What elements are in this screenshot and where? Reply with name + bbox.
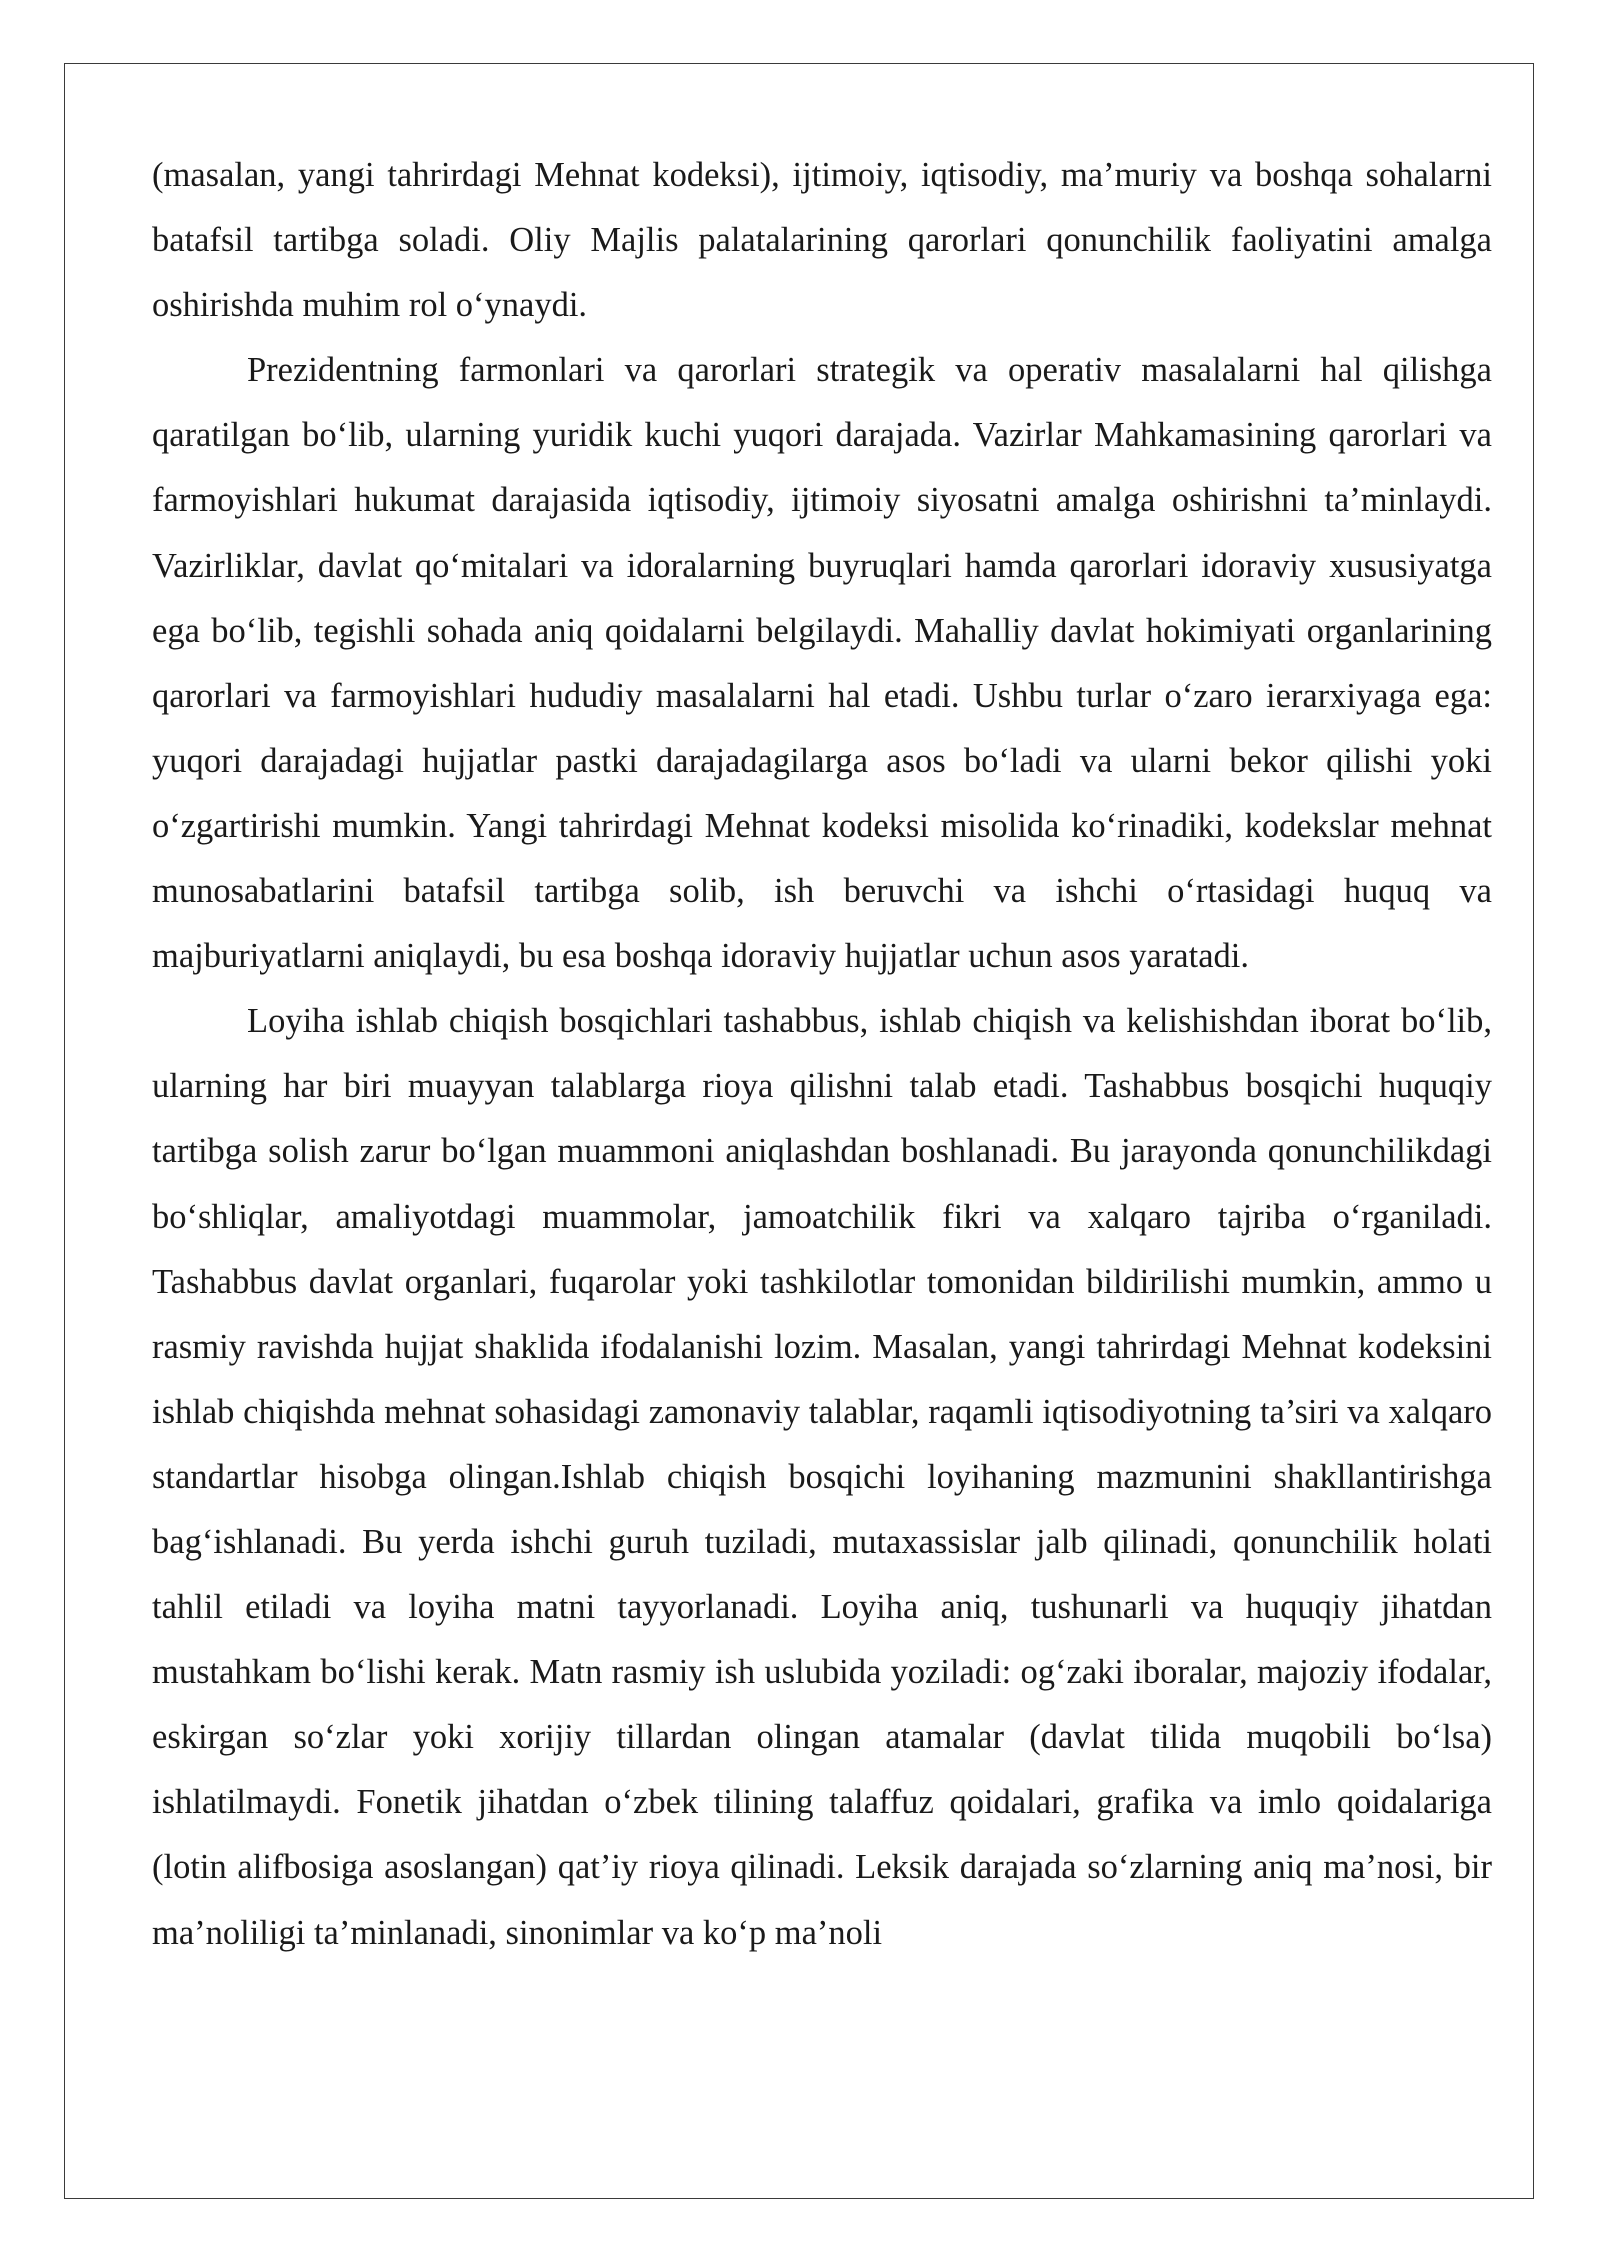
document-body [152, 143, 1492, 1966]
paragraph-3: Loyiha ishlab chiqish bosqichlari tashabbus, ishlab chiqish va kelishishdan iborat bo‘lib, ularning har biri muayyan talablarga rioya qilishni talab etadi. Tashabbus bosqichi huquqiy tartibga solish zarur bo‘lgan muammoni aniqlashdan boshlanadi. Bu jarayonda qonunchilikdagi bo‘shliqlar, amaliyotdagi muammolar, jamoatchilik fikri va xalqaro tajriba o‘rganiladi. Tashabbus davlat organlari, fuqarolar yoki tashkilotlar tomonidan bildirilishi mumkin, ammo u rasmiy ravishda hujjat shaklida ifodalanishi lozim. Masalan, yangi tahrirdagi Mehnat kodeksini ishlab chiqishda mehnat sohasidagi zamonaviy talablar, raqamli iqtisodiyotning ta’siri va xalqaro standartlar hisobga olingan.Ishlab chiqish bosqichi loyihaning mazmunini shakllantirishga bag‘ishlanadi. Bu yerda ishchi guruh tuziladi, mutaxassislar jalb qilinadi, qonunchilik holati tahlil etiladi va loyiha matni tayyorlanadi. Loyiha aniq, tushunarli va huquqiy jihatdan mustahkam bo‘lishi kerak. Matn rasmiy ish uslubida yoziladi: og‘zaki iboralar, majoziy ifodalar, eskirgan so‘zlar yoki xorijiy tillardan olingan atamalar (davlat tilida muqobili bo‘lsa) ishlatilmaydi. Fonetik jihatdan o‘zbek tilining talaffuz qoidalari, grafika va imlo qoidalariga (lotin alifbosiga asoslangan) qat’iy rioya qilinadi. Leksik darajada so‘zlarning aniq ma’nosi, bir ma’noliligi ta’minlanadi, sinonimlar va ko‘p ma’noli [152, 1002, 1492, 1952]
paragraph-1: (masalan, yangi tahrirdagi Mehnat kodeksi), ijtimoiy, iqtisodiy, ma’muriy va boshqa sohalarni batafsil tartibga soladi. Oliy Majlis palatalarining qarorlari qonunchilik faoliyatini amalga oshirishda muhim rol o‘ynaydi. [152, 156, 1492, 325]
paragraph-2: Prezidentning farmonlari va qarorlari strategik va operativ masalalarni hal qilishga qaratilgan bo‘lib, ularning yuridik kuchi yuqori darajada. Vazirlar Mahkamasining qarorlari va farmoyishlari hukumat darajasida iqtisodiy, ijtimoiy siyosatni amalga oshirishni ta’minlaydi. Vazirliklar, davlat qo‘mitalari va idoralarning buyruqlari hamda qarorlari idoraviy xususiyatga ega bo‘lib, tegishli sohada aniq qoidalarni belgilaydi. Mahalliy davlat hokimiyati organlarining qarorlari va farmoyishlari hududiy masalalarni hal etadi. Ushbu turlar o‘zaro ierarxiyaga ega: yuqori darajadagi hujjatlar pastki darajadagilarga asos bo‘ladi va ularni bekor qilishi yoki o‘zgartirishi mumkin. Yangi tahrirdagi Mehnat kodeksi misolida ko‘rinadiki, kodekslar mehnat munosabatlarini batafsil tartibga solib, ish beruvchi va ishchi o‘rtasidagi huquq va majburiyatlarni aniqlaydi, bu esa boshqa idoraviy hujjatlar uchun asos yaratadi. [152, 351, 1492, 976]
